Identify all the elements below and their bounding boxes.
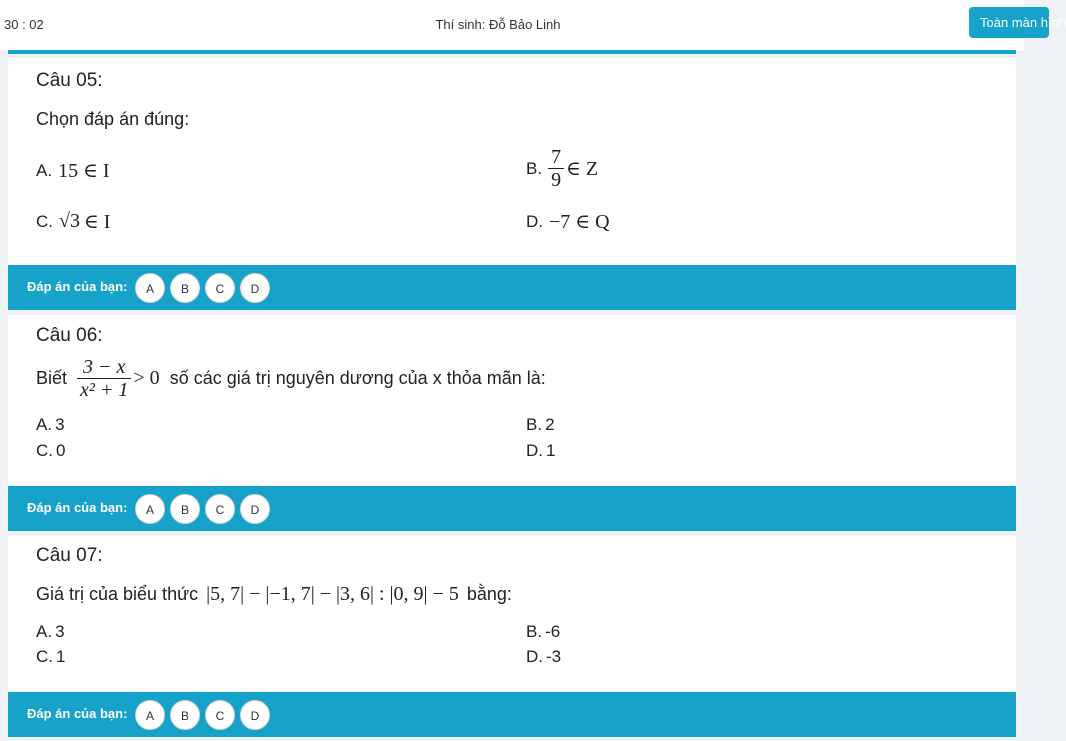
option-d: D. 1 <box>526 441 556 460</box>
answer-bar-06 <box>8 486 1016 531</box>
question-card-05 <box>8 58 1016 265</box>
choice-a-button[interactable]: A <box>135 700 165 730</box>
question-title: Câu 05: <box>36 70 103 91</box>
answer-label: Đáp án của bạn: <box>27 706 128 721</box>
option-c: C. 0 <box>36 441 66 460</box>
question-stem: Chọn đáp án đúng: <box>36 109 190 129</box>
option-a: A. 15 ∈ I <box>36 160 110 182</box>
choice-d-button[interactable]: D <box>240 273 270 303</box>
choice-d-button[interactable]: D <box>240 700 270 730</box>
choice-c-button[interactable]: C <box>205 273 235 303</box>
choice-d-button[interactable]: D <box>240 494 270 524</box>
choice-c-button[interactable]: C <box>205 494 235 524</box>
question-title: Câu 06: <box>36 325 103 346</box>
option-a: A. 3 <box>36 415 65 434</box>
answer-label: Đáp án của bạn: <box>27 279 128 294</box>
choice-b-button[interactable]: B <box>170 700 200 730</box>
answer-bar-07 <box>8 692 1016 737</box>
option-a: A. 3 <box>36 622 65 641</box>
option-c: C. √3 ∈ I <box>36 210 111 233</box>
question-card-07 <box>8 536 1016 691</box>
candidate-name: Thí sinh: Đỗ Bảo Linh <box>435 17 561 32</box>
option-d: D. −7 ∈ Q <box>526 211 610 233</box>
choice-c-button[interactable]: C <box>205 700 235 730</box>
option-b: B. 2 <box>526 415 555 434</box>
question-title: Câu 07: <box>36 545 103 566</box>
choice-a-button[interactable]: A <box>135 494 165 524</box>
choice-b-button[interactable]: B <box>170 494 200 524</box>
option-b: B. $\frac{7}{9}$ ∈ Z <box>526 146 599 191</box>
choice-b-button[interactable]: B <box>170 273 200 303</box>
question-stem: Giá trị của biểu thức |5, 7| − |−1, 7| − |3, 6| : |0, 9| − 5 bằng: <box>36 583 512 605</box>
choice-a-button[interactable]: A <box>135 273 165 303</box>
option-b: B. -6 <box>526 622 561 641</box>
question-card-06 <box>8 315 1016 485</box>
top-bar <box>0 0 1066 50</box>
question-stem: Biết $\frac{3 - x}{\text{x² + 1}}$ > 0 số các giá trị nguyên dương của x thỏa mãn là: <box>36 356 546 401</box>
option-c: C. 1 <box>36 647 66 666</box>
option-d: D. -3 <box>526 647 562 666</box>
countdown-timer: 30 : 02 <box>4 17 44 32</box>
answer-bar-05 <box>8 265 1016 310</box>
fullscreen-button[interactable]: Toàn màn hình <box>969 7 1049 38</box>
answer-label: Đáp án của bạn: <box>27 500 128 515</box>
